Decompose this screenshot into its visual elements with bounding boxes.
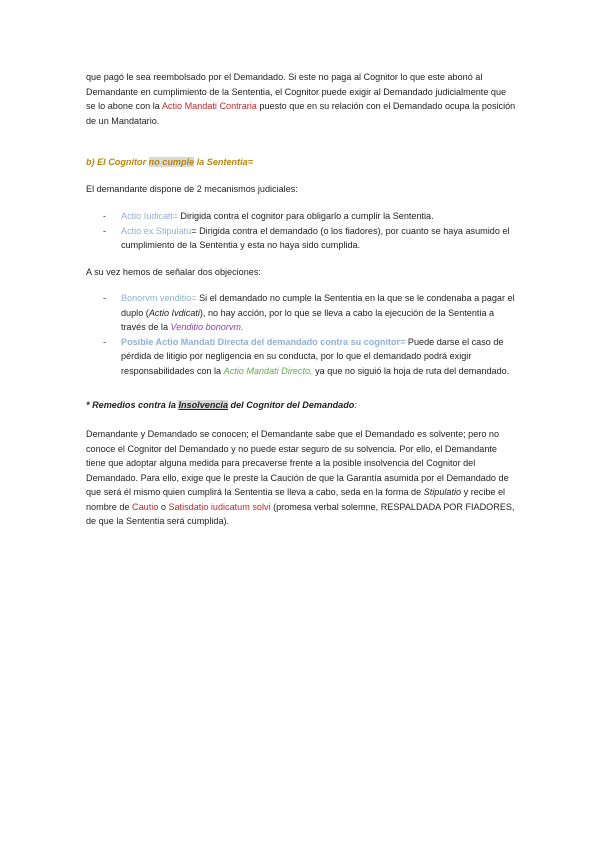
list-dash: -	[103, 211, 107, 221]
list-item-text: ), no hay acción, por lo que se lleva a cabo la ejecución de la Sententia a través de la	[121, 307, 495, 332]
paragraph-text: o	[158, 501, 169, 512]
actio-ivdicati-term: Actio Ivdicati	[148, 307, 200, 318]
paragraph-text: puesto que en su relación con el Demandado ocupa la posición de un Mandatario.	[86, 101, 516, 126]
intro-mecanismos: El demandante dispone de 2 mecanismos judiciales:	[86, 184, 298, 194]
list-item-text: Si el demandado no cumple la Sententia en la que se le condenaba a pagar el duplo (	[121, 293, 515, 318]
stipulatio-term: Stipulatio	[423, 487, 462, 497]
insolvencia-highlight: Insolvencia	[178, 400, 229, 410]
section-heading-b	[86, 155, 516, 170]
paragraph-text: y recibe el nombre de	[86, 487, 506, 512]
heading-text: la Sententia=	[194, 157, 254, 167]
bonorum-venditio-term: Bonorvm venditio=	[121, 293, 197, 303]
list-item	[86, 291, 516, 335]
list-item	[86, 224, 516, 253]
actio-mandati-contraria-term: Actio Mandati Contraria	[161, 101, 257, 111]
paragraph-text: que pagó le sea reembolsado por el Demandado. Si este no paga al Cognitor lo que este abonó al Demandante en cumplimiento de la Sententia, el Cognitor puede exigir al Demandado judicialmente que se lo abone con la	[86, 72, 507, 111]
list-dash: -	[103, 336, 107, 347]
section-heading-remedios	[86, 398, 516, 413]
paragraph-remedios	[86, 427, 516, 529]
heading-text: * Remedios contra la	[86, 400, 179, 410]
list-dash: -	[103, 293, 107, 303]
list-item-text: Dirigida contra el cognitor para obligarlo a cumplir la Sententia.	[177, 211, 434, 221]
mechanisms-list	[86, 209, 516, 253]
satisdatio-term: Satisdatio iudicatum solvi	[168, 501, 271, 512]
paragraph-reembolso	[86, 70, 516, 128]
actio-iudicati-term: Actio Iudicati=	[121, 211, 178, 221]
list-item-text: ya que no siguió la hoja de ruta del demandado.	[312, 365, 510, 376]
objections-list	[86, 291, 516, 378]
highlighted-text: no cumple	[148, 157, 195, 167]
list-dash: -	[103, 225, 107, 236]
list-item-text: = Dirigida contra el demandado (o los fiadores), por cuanto se haya asumido el cumplimiento de la Sententia y esta no haya sido cumplida.	[121, 225, 510, 250]
actio-mandati-directa-term: Posible Actio Mandati Directa del demandado contra su cognitor=	[121, 336, 406, 347]
venditio-bonorum-term: Venditio bonorvm.	[170, 322, 244, 332]
list-item	[86, 209, 516, 224]
list-item	[86, 335, 516, 379]
heading-text: del Cognitor del Demandado	[228, 400, 355, 410]
paragraph-text: (promesa verbal solemne, RESPALDADA POR FIADORES, de que la Sententia será cumplida).	[86, 501, 515, 526]
paragraph-text: Demandante y Demandado se conocen; el Demandante sabe que el Demandado es solvente; pero no conoce el Cognitor del Demandado y no puede estar seguro de su solvencia. Por ello, el Demandante tiene que adoptar alguna medida para precaverse frente a la posible insolvencia del Cognitor del Demandado. Para ello, exige que le preste la Caución de que la Garantía asumida por el Demandado de que será él mismo quien cumplirá la Sententia se lleva a cabo, seda en la forma de	[86, 429, 509, 497]
heading-colon: :	[354, 400, 357, 410]
actio-ex-stipulatu-term: Actio ex Stipulatu	[121, 225, 192, 236]
intro-objeciones: A su vez hemos de señalar dos objeciones:	[86, 267, 261, 277]
cautio-term: Cautio	[132, 501, 159, 512]
heading-text: b) El Cognitor	[86, 157, 149, 167]
list-item-text: Puede darse el caso de pérdida de litigio por negligencia en su conducta, por lo que el demandado podrá exigir responsabilidades con la	[121, 336, 504, 376]
actio-mandati-directo-term: Actio Mandati Directo,	[223, 365, 313, 376]
